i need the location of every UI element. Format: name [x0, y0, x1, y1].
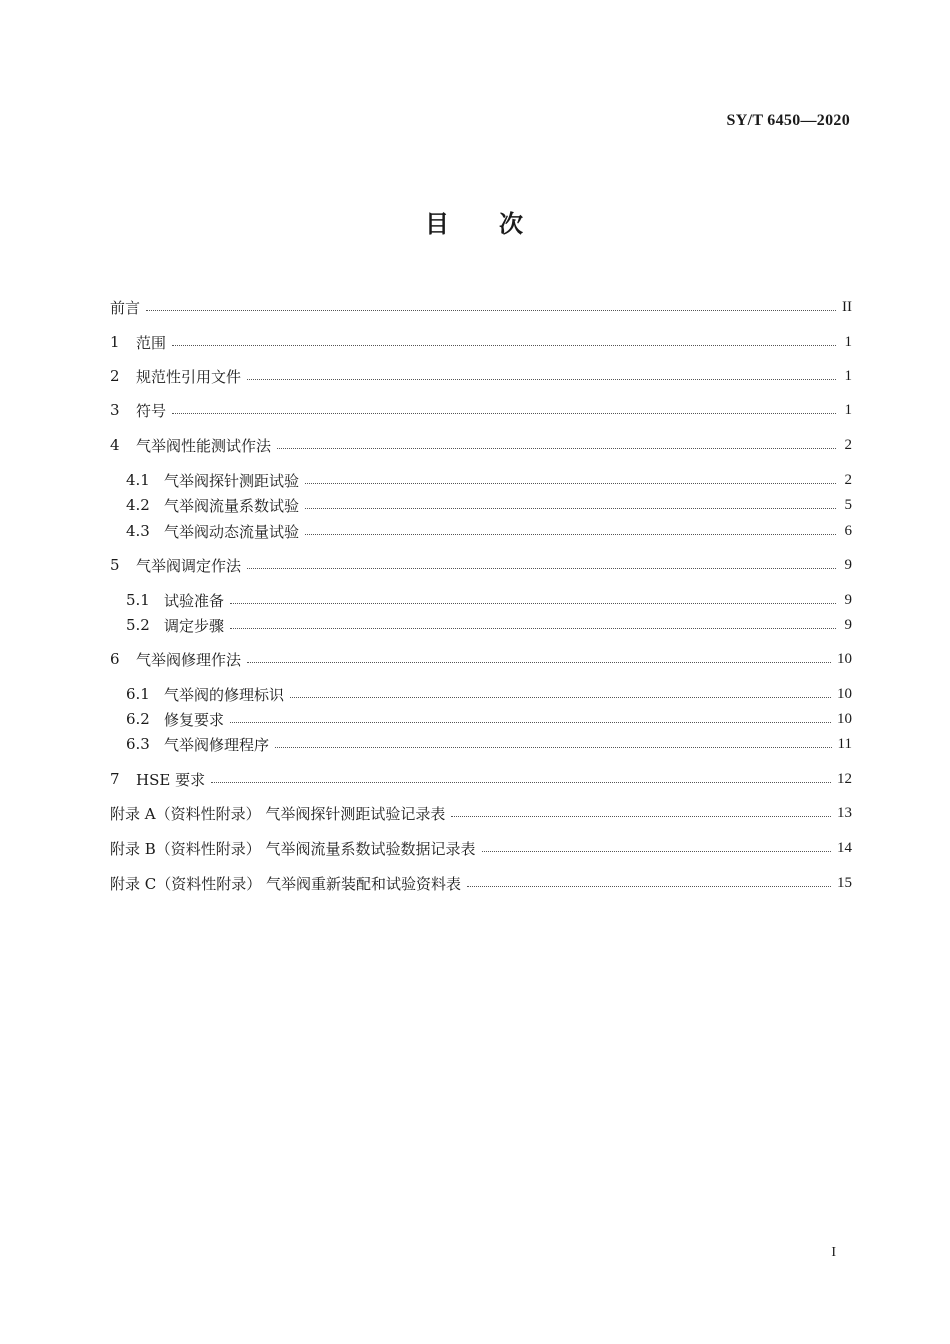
dot-leader [247, 379, 836, 380]
toc-entry-appendix-a[interactable] [110, 801, 852, 825]
toc-entry-number: 5.2 [126, 616, 150, 634]
toc-entry-label: 附录 A（资料性附录） 气举阀探针测距试验记录表 [110, 804, 446, 823]
toc-entry-label: 规范性引用文件 [136, 367, 242, 386]
dot-leader [275, 747, 832, 748]
toc-entry-label: 气举阀性能测试作法 [136, 436, 272, 455]
dot-leader [305, 483, 836, 484]
toc-entry-4-2[interactable] [126, 493, 852, 517]
toc-entry-number: 7 [110, 770, 120, 788]
toc-entry-page: II [842, 298, 852, 315]
toc-entry-number: 4.1 [126, 471, 150, 489]
dot-leader [247, 662, 831, 663]
toc-entry-5-1[interactable] [126, 588, 852, 612]
title-char-1: 目 [425, 210, 451, 238]
toc-entry-label: 气举阀流量系数试验 [164, 496, 300, 515]
toc-entry-page: 1 [844, 333, 852, 350]
dot-leader [305, 534, 836, 535]
toc-entry-5[interactable] [110, 553, 852, 577]
toc-entry-page: 1 [844, 401, 852, 418]
dot-leader [172, 413, 836, 414]
toc-entry-6[interactable] [110, 647, 852, 671]
toc-entry-label: 修复要求 [164, 710, 225, 729]
toc-entry-page: 2 [844, 471, 852, 488]
toc-entry-label: 气举阀调定作法 [136, 556, 242, 575]
toc-entry-number: 1 [110, 333, 120, 351]
title-char-2: 次 [499, 210, 525, 238]
dot-leader [172, 345, 836, 346]
toc-entry-number: 3 [110, 401, 120, 419]
toc-entry-1[interactable] [110, 330, 852, 354]
toc-entry-6-1[interactable] [126, 682, 852, 706]
toc-entry-page: 10 [837, 710, 852, 727]
toc-entry-5-2[interactable] [126, 613, 852, 637]
toc-entry-page: 11 [837, 735, 852, 752]
dot-leader [451, 816, 831, 817]
toc-entry-page: 2 [844, 436, 852, 453]
toc-entry-label: 气举阀的修理标识 [164, 685, 285, 704]
toc-entry-4-3[interactable] [126, 519, 852, 543]
toc-entry-6-2[interactable] [126, 707, 852, 731]
toc-entry-appendix-b[interactable] [110, 836, 852, 860]
toc-entry-page: 13 [837, 804, 852, 821]
toc-entry-number: 4.3 [126, 522, 150, 540]
toc-entry-page: 14 [837, 839, 852, 856]
toc-entry-4[interactable] [110, 433, 852, 457]
toc-entry-label: 气举阀修理程序 [164, 735, 270, 754]
toc-entry-page: 10 [837, 650, 852, 667]
toc-entry-3[interactable] [110, 398, 852, 422]
toc-entry-number: 4.2 [126, 496, 150, 514]
dot-leader [305, 508, 836, 509]
toc-entry-2[interactable] [110, 364, 852, 388]
toc-entry-page: 15 [837, 874, 852, 891]
dot-leader [277, 448, 836, 449]
toc-entry-foreword[interactable] [110, 295, 852, 319]
dot-leader [290, 697, 831, 698]
toc-entry-number: 6 [110, 650, 120, 668]
toc-entry-label: 气举阀修理作法 [136, 650, 242, 669]
dot-leader [230, 603, 836, 604]
toc-entry-label: 附录 B（资料性附录） 气举阀流量系数试验数据记录表 [110, 839, 476, 858]
dot-leader [211, 782, 831, 783]
toc-entry-number: 4 [110, 436, 120, 454]
toc-entry-page: 1 [844, 367, 852, 384]
standard-code: SY/T 6450—2020 [726, 112, 850, 129]
page-number: I [831, 1245, 836, 1260]
toc-entry-label: 附录 C（资料性附录） 气举阀重新装配和试验资料表 [110, 874, 462, 893]
toc-entry-4-1[interactable] [126, 468, 852, 492]
toc-entry-number: 5.1 [126, 591, 150, 609]
dot-leader [146, 310, 836, 311]
dot-leader [230, 722, 831, 723]
toc-entry-label: 气举阀探针测距试验 [164, 471, 300, 490]
toc-entry-number: 2 [110, 367, 120, 385]
toc-entry-page: 9 [844, 616, 852, 633]
toc-entry-label: 范围 [136, 333, 167, 352]
toc-entry-page: 6 [844, 522, 852, 539]
toc-entry-label: 符号 [136, 401, 167, 420]
toc-entry-label: 气举阀动态流量试验 [164, 522, 300, 541]
dot-leader [247, 568, 836, 569]
toc-entry-label: HSE 要求 [136, 770, 206, 789]
toc-entry-page: 9 [844, 591, 852, 608]
toc-entry-label: 调定步骤 [164, 616, 225, 635]
toc-entry-label: 前言 [110, 298, 141, 317]
toc-entry-label: 试验准备 [164, 591, 225, 610]
toc-entry-number: 6.2 [126, 710, 150, 728]
toc-entry-page: 9 [844, 556, 852, 573]
toc-entry-number: 6.1 [126, 685, 150, 703]
page-title [0, 204, 950, 239]
toc-entry-7[interactable] [110, 767, 852, 791]
dot-leader [230, 628, 836, 629]
toc-entry-number: 5 [110, 556, 120, 574]
toc-entry-6-3[interactable] [126, 732, 852, 756]
toc-entry-page: 5 [844, 496, 852, 513]
dot-leader [482, 851, 831, 852]
toc-entry-appendix-c[interactable] [110, 871, 852, 895]
toc-entry-page: 12 [837, 770, 852, 787]
toc-entry-page: 10 [837, 685, 852, 702]
dot-leader [467, 886, 831, 887]
toc-entry-number: 6.3 [126, 735, 150, 753]
